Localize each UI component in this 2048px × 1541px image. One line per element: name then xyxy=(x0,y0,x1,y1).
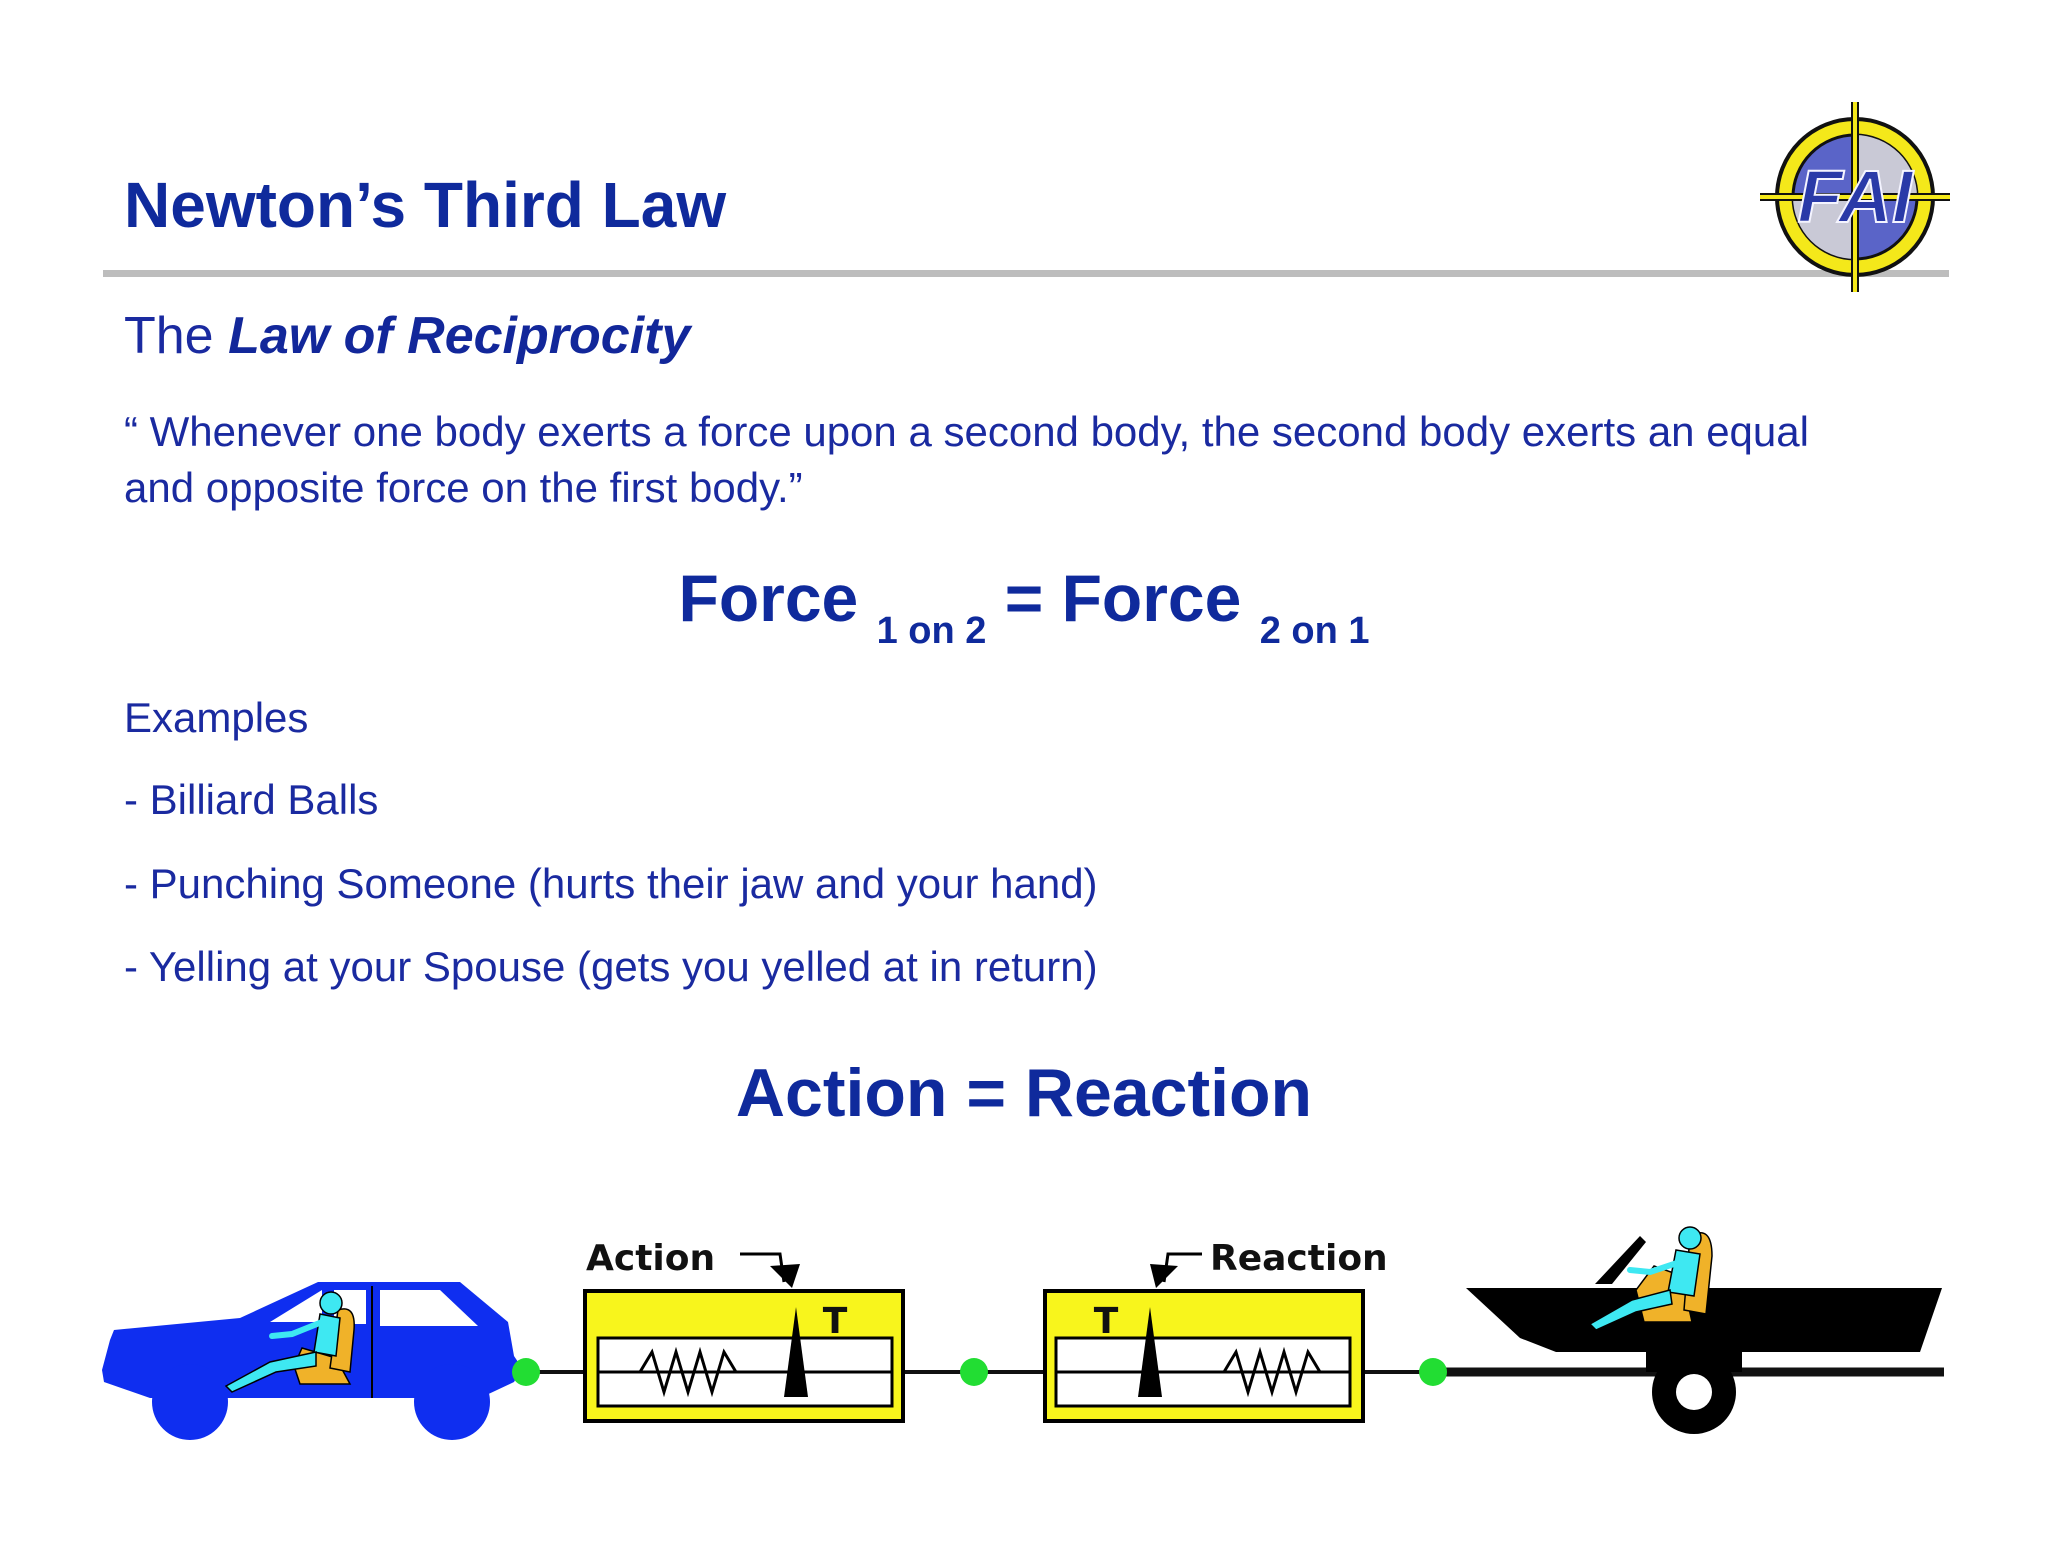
slide-subtitle xyxy=(124,306,690,366)
gauge-mark: T xyxy=(1093,1301,1119,1342)
equation-right-subscript: 2 on 1 xyxy=(1259,610,1370,652)
example-item: - Billiard Balls xyxy=(124,776,379,823)
slide-title: Newton’s Third Law xyxy=(124,169,727,241)
force-equation xyxy=(0,560,2048,652)
subtitle-prefix: The xyxy=(124,307,229,365)
tow-diagram xyxy=(0,1200,2048,1536)
equation-left-term: Force xyxy=(678,561,877,635)
action-label: Action xyxy=(586,1238,716,1279)
gauge-mark: T xyxy=(822,1301,848,1342)
svg-text:FAI: FAI xyxy=(1797,155,1913,238)
tow-diagram-svg xyxy=(0,1200,2048,1536)
connector-dot xyxy=(1419,1358,1447,1386)
example-item: - Yelling at your Spouse (gets you yelled at in return) xyxy=(124,943,1098,990)
action-reaction-tagline: Action = Reaction xyxy=(735,1055,1313,1131)
subtitle-emphasis: Law of Reciprocity xyxy=(228,307,691,365)
example-item: - Punching Someone (hurts their jaw and your hand) xyxy=(124,860,1098,907)
fai-logo xyxy=(1756,98,1954,296)
connector-dot xyxy=(512,1358,540,1386)
examples-heading: Examples xyxy=(124,694,309,741)
equation-operator: = xyxy=(986,561,1062,635)
equation-left-subscript: 1 on 2 xyxy=(876,610,987,652)
reaction-label: Reaction xyxy=(1210,1238,1388,1279)
title-divider xyxy=(103,270,1949,277)
crosshair-logo-icon xyxy=(1756,98,1954,296)
connector-dot xyxy=(960,1358,988,1386)
equation-right-term: Force xyxy=(1061,561,1260,635)
action-gauge xyxy=(585,1291,903,1421)
law-quote: “ Whenever one body exerts a force upon a second body, the second body exerts an equal and opposite force on the first body.” xyxy=(124,408,1809,511)
reaction-gauge xyxy=(1045,1291,1363,1421)
